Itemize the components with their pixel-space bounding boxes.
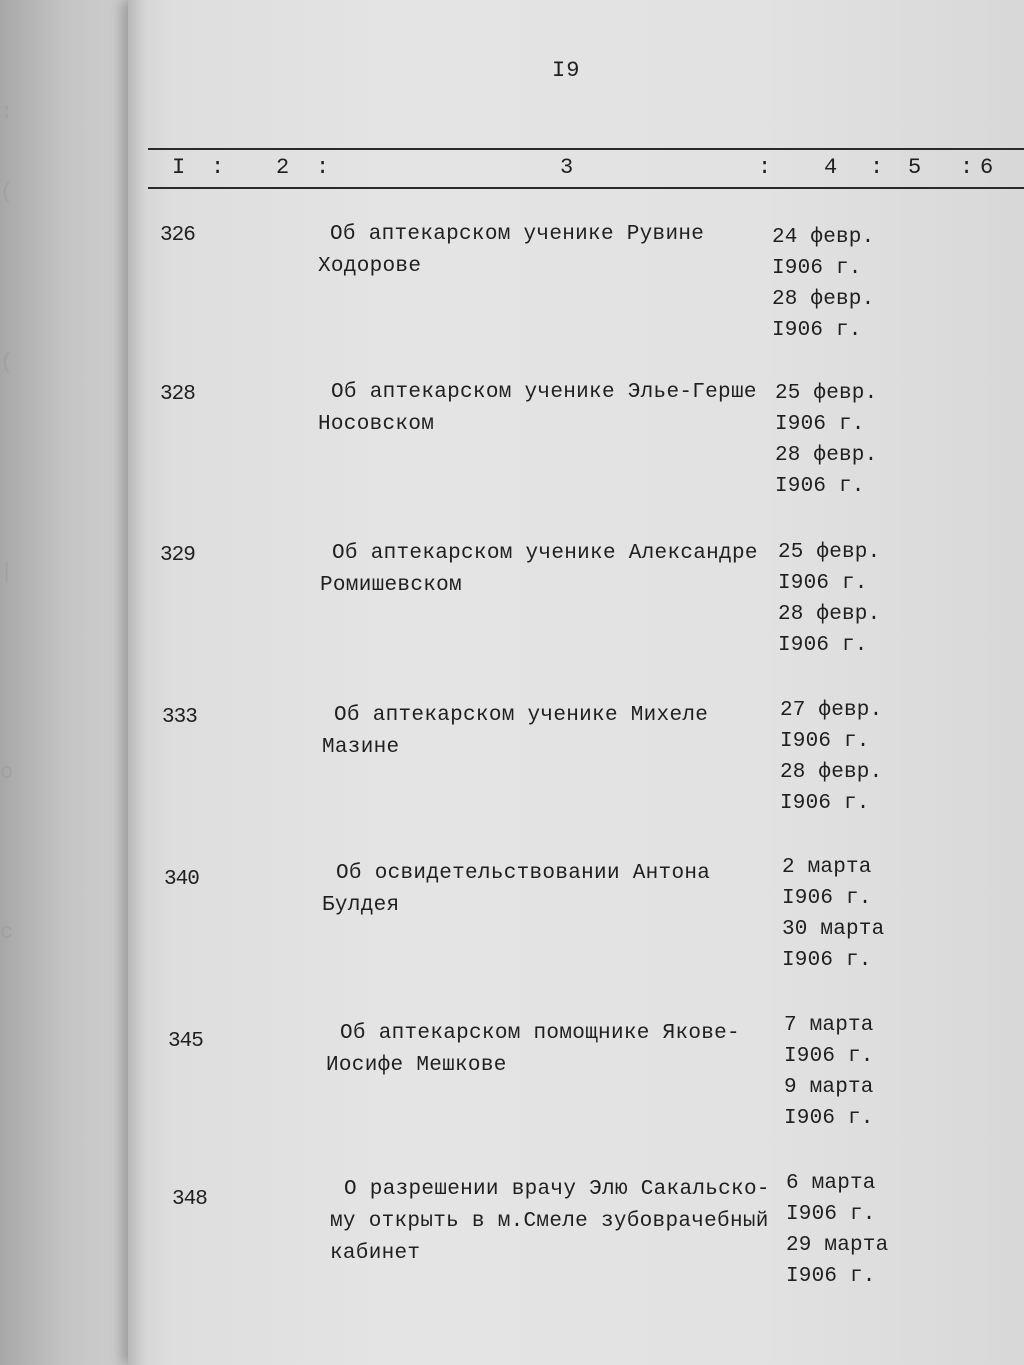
ghost-mark: | <box>0 560 14 585</box>
entry-start-date: 7 марта <box>784 1014 874 1037</box>
entry-end-year: I906 г. <box>772 319 862 342</box>
entry-title <box>322 858 792 922</box>
column-separator: : <box>870 155 884 180</box>
entry-start-year: I906 г. <box>784 1045 874 1068</box>
entry-title-line: Об аптекарском ученике Эльe-Герше <box>331 381 757 404</box>
entry-title-line: Булдея <box>322 894 400 917</box>
entry-title-line: Ромишевском <box>320 574 462 597</box>
entry-end-date: 30 марта <box>782 918 885 941</box>
entry-number: 333 <box>162 706 197 729</box>
entry-end-year: I906 г. <box>780 792 870 815</box>
entry-dates <box>782 852 884 976</box>
column-header-2: 2 <box>276 155 290 180</box>
entry-end-date: 28 февр. <box>775 444 878 467</box>
entry-end-year: I906 г. <box>786 1265 876 1288</box>
entry-end-year: I906 г. <box>778 634 868 657</box>
entry-title <box>326 1018 796 1082</box>
entry-start-year: I906 г. <box>780 730 870 753</box>
entry-title-line: Носовском <box>318 413 435 436</box>
column-separator: : <box>211 155 225 180</box>
table-top-rule <box>148 148 1024 150</box>
entry-title <box>330 1174 800 1270</box>
entry-dates <box>772 222 874 346</box>
column-separator: : <box>960 155 974 180</box>
column-header-6: 6 <box>980 155 994 180</box>
ghost-mark: ( <box>0 350 14 375</box>
entry-title-line: Об аптекарском ученике Рувине <box>330 223 705 246</box>
entry-end-date: 28 февр. <box>780 761 883 784</box>
entry-title <box>318 377 788 441</box>
entry-end-year: I906 г. <box>775 475 865 498</box>
entry-title-line: Об аптекарском помощнике Якове- <box>340 1022 740 1045</box>
entry-title <box>320 538 790 602</box>
ghost-mark: c <box>0 920 14 945</box>
ghost-mark: ( <box>0 180 14 205</box>
entry-title <box>318 219 788 283</box>
page-number: I9 <box>552 58 581 83</box>
column-separator: : <box>316 155 330 180</box>
entry-dates <box>780 695 882 819</box>
entry-title-line: Об аптекарском ученике Александре <box>332 542 758 565</box>
entry-start-year: I906 г. <box>782 887 872 910</box>
entry-start-year: I906 г. <box>775 413 865 436</box>
entry-dates <box>775 378 877 502</box>
entry-title-line: Мазине <box>322 736 400 759</box>
entry-end-year: I906 г. <box>784 1107 874 1130</box>
entry-number: 348 <box>172 1188 207 1211</box>
entry-start-year: I906 г. <box>786 1203 876 1226</box>
entry-start-date: 2 марта <box>782 856 872 879</box>
entry-number: 345 <box>168 1030 203 1053</box>
entry-title-line: Иосифе Мешкове <box>326 1054 507 1077</box>
entry-start-date: 24 февр. <box>772 226 875 249</box>
column-header-4: 4 <box>824 155 838 180</box>
entry-title-line: Об аптекарском ученике Михеле <box>334 704 709 727</box>
entry-end-date: 28 февр. <box>772 288 875 311</box>
column-header-1: I <box>172 155 186 180</box>
entry-start-date: 25 февр. <box>778 541 881 564</box>
column-header-5: 5 <box>908 155 922 180</box>
entry-title-line: Об освидетельствовании Антона <box>336 862 711 885</box>
entry-end-year: I906 г. <box>782 949 872 972</box>
entry-title <box>322 700 792 764</box>
document-page <box>128 0 1024 1365</box>
entry-number: 340 <box>164 868 199 891</box>
entry-end-date: 28 февр. <box>778 603 881 626</box>
table-header-rule <box>148 187 1024 189</box>
entry-title-line: кабинет <box>330 1242 421 1265</box>
entry-number: 329 <box>160 544 195 567</box>
entry-end-date: 9 марта <box>784 1076 874 1099</box>
entry-dates <box>778 537 880 661</box>
entry-title-line: О разрешении врачу Элю Сакальско- <box>344 1178 770 1201</box>
entry-dates <box>786 1168 888 1292</box>
entry-title-line: Ходорове <box>318 255 422 278</box>
entry-start-date: 25 февр. <box>775 382 878 405</box>
ghost-mark: o <box>0 760 14 785</box>
entry-end-date: 29 марта <box>786 1234 889 1257</box>
entry-start-year: I906 г. <box>772 257 862 280</box>
entry-start-year: I906 г. <box>778 572 868 595</box>
entry-dates <box>784 1010 874 1134</box>
entry-start-date: 27 февр. <box>780 699 883 722</box>
column-header-3: 3 <box>560 155 574 180</box>
ghost-mark: : <box>0 100 14 125</box>
entry-number: 328 <box>160 383 195 406</box>
entry-title-line: му открыть в м.Смеле зубоврачебный <box>330 1210 769 1233</box>
entry-number: 326 <box>160 224 195 247</box>
entry-start-date: 6 марта <box>786 1172 876 1195</box>
column-separator: : <box>758 155 772 180</box>
